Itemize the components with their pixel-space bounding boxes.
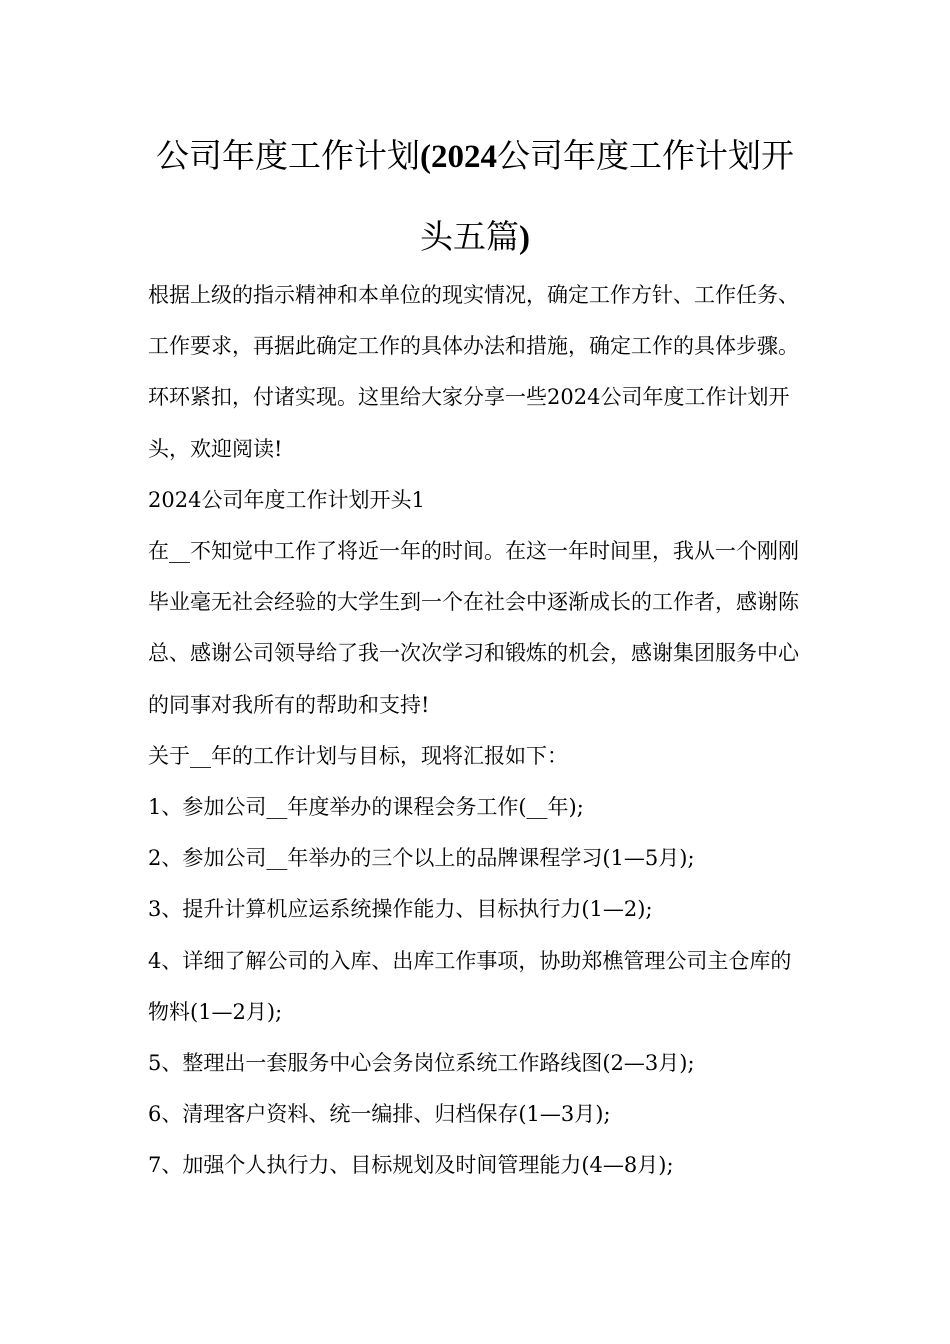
title-text-2: (2024	[420, 139, 497, 175]
document-title	[100, 116, 850, 278]
title-text-4: 头五篇	[420, 217, 519, 256]
body-paragraph: 在__不知觉中工作了将近一年的时间。在这一年时间里，我从一个刚刚毕业毫无社会经验的大学生到一个在社会中逐渐成长的工作者，感谢陈总、感谢公司领导给了我一次次学习和锻炼的机会，感谢集团服务中心的同事对我所有的帮助和支持!	[148, 539, 799, 717]
list-item: 4、详细了解公司的入库、出库工作事项，协助郑樵管理公司主仓库的物料(1—2月);	[148, 948, 792, 1024]
title-text-1: 公司年度工作计划	[156, 136, 420, 175]
list-item: 3、提升计算机应运系统操作能力、目标执行力(1—2);	[148, 897, 653, 922]
list-item: 2、参加公司__年举办的三个以上的品牌课程学习(1—5月);	[148, 846, 695, 871]
list-item: 6、清理客户资料、统一编排、归档保存(1—3月);	[148, 1102, 611, 1127]
list-item: 7、加强个人执行力、目标规划及时间管理能力(4—8月);	[148, 1153, 674, 1178]
title-text-3: 公司年度工作计划开	[497, 136, 794, 175]
section-heading: 2024公司年度工作计划开头1	[148, 487, 425, 512]
body-paragraph: 关于__年的工作计划与目标，现将汇报如下：	[148, 743, 568, 768]
list-item: 1、参加公司__年度举办的课程会务工作(__年);	[148, 795, 584, 820]
list-item: 5、整理出一套服务中心会务岗位系统工作路线图(2—3月);	[148, 1051, 695, 1076]
document-body	[148, 270, 808, 1192]
title-text-5: )	[519, 220, 530, 256]
intro-paragraph: 根据上级的指示精神和本单位的现实情况，确定工作方针、工作任务、工作要求，再据此确定工作的具体办法和措施，确定工作的具体步骤。环环紧扣，付诸实现。这里给大家分享一些2024公司年度工作计划开头，欢迎阅读!	[148, 283, 799, 461]
